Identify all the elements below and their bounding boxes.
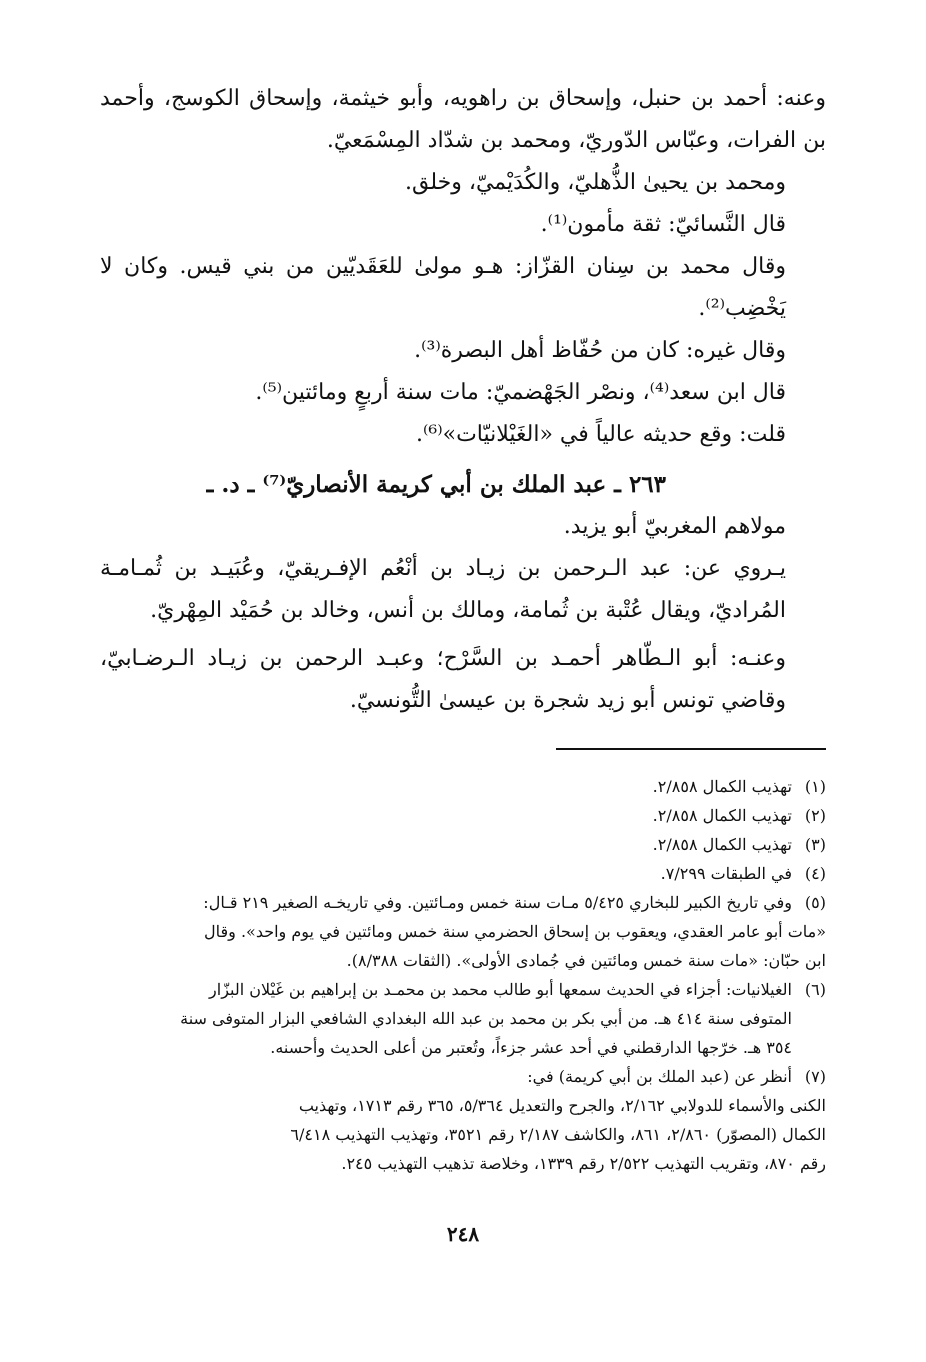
paragraph-qazzaz: وقال محمد بن سِنان القزّاز: هـو مولىٰ للعَقَديّين من بني قيس. وكان لا يَخْضِب⁽²⁾. bbox=[100, 254, 786, 321]
paragraph-qultu: قلت: وقع حديثه عالياً في «الغَيْلانيّات»⁽⁶⁾. bbox=[416, 422, 786, 447]
footnote-line: الكنى والأسماء للدولابي ٢/١٦٢، والجرح والتعديل ٥/٣٦٤، ٣٦٥ رقم ١٧١٣، وتهذيب bbox=[298, 1096, 826, 1115]
main-text bbox=[100, 78, 826, 722]
footnote-line: أنظر عن (عبد الملك بن أبي كريمة) في: bbox=[527, 1067, 792, 1086]
paragraph-ibn-saad: قال ابن سعد⁽⁴⁾، ونصْر الجَهْضميّ: مات سنة أربعٍ ومائتين⁽⁵⁾. bbox=[255, 380, 786, 405]
footnote-text bbox=[100, 830, 792, 859]
footnote-text bbox=[100, 772, 792, 801]
paragraph-mawlahum: مولاهم المغربيّ أبو يزيد. bbox=[563, 514, 786, 539]
footnote-line: وفي تاريخ الكبير للبخاري ٥/٤٢٥ مـات سنة خمس ومـائتين. وفي تاريخـه الصغير ٢١٩ قـال: bbox=[203, 893, 792, 912]
footnote-number: (٦) bbox=[804, 980, 826, 999]
entry-heading: ٢٦٣ ـ عبد الملك بن أبي كريمة الأنصاريّ⁽⁷⁾ ـ د. ـ bbox=[206, 471, 666, 498]
footnote-line: المتوفى سنة ٤١٤ هـ. من أبي بكر بن محمد بن عبد الله البغدادي الشافعي البزار المتوفى سنة bbox=[180, 1009, 792, 1028]
paragraph-yarwi: يـروي عن: عبد الـرحمن بن زيـاد بن أنْعُم الإفـريقيّ، وعُبَيـد بن ثُمـامـة المُراديّ، ويقال عُتْبة بن ثُمامة، ومالك بن أنس، وخالد بن حُمَيْد المِهْريّ. bbox=[100, 556, 786, 623]
footnote-number: (١) bbox=[804, 777, 826, 796]
footnote-text bbox=[100, 801, 792, 830]
footnote-3 bbox=[100, 830, 826, 859]
footnote-5 bbox=[100, 888, 826, 975]
paragraph-narrators-cont: ومحمد بن يحيىٰ الذُّهليّ، والكُدَيْميّ، وخلق. bbox=[405, 170, 786, 195]
footnote-line: الكمال (المصوّر) ٢/٨٦٠، ٨٦١، والكاشف ٢/١٨٧ رقم ٣٥٢١، وتهذيب التهذيب ٦/٤١٨ bbox=[290, 1125, 826, 1144]
footnote-line: تهذيب الكمال ٢/٨٥٨. bbox=[652, 835, 792, 854]
footnote-divider bbox=[556, 748, 826, 750]
paragraph-other: وقال غيره: كان من حُفّاظ أهل البصرة⁽³⁾. bbox=[414, 338, 786, 363]
footnote-number: (٣) bbox=[804, 835, 826, 854]
footnote-4 bbox=[100, 859, 826, 888]
footnote-line: الغيلانيات: أجزاء في الحديث سمعها أبو طالب محمد بن محمـد بن إبراهيم بن غَيْلان البزّار bbox=[209, 980, 792, 999]
footnote-line: تهذيب الكمال ٢/٨٥٨. bbox=[652, 777, 792, 796]
footnote-line: في الطبقات ٧/٢٩٩. bbox=[660, 864, 792, 883]
footnote-line: تهذيب الكمال ٢/٨٥٨. bbox=[652, 806, 792, 825]
paragraph-wanhu: وعنـه: أبو الـطّاهر أحمـد بن السَّرْح؛ وعبـد الرحمن بن زيـاد الـرضـابيّ، وقاضي تونس أبو زيد شجرة بن عيسىٰ التُّونسيّ. bbox=[100, 646, 786, 713]
footnote-2 bbox=[100, 801, 826, 830]
footnote-number: (٧) bbox=[804, 1067, 826, 1086]
footnote-text bbox=[100, 975, 792, 1062]
footnote-number: (٥) bbox=[804, 893, 826, 912]
paragraph-narrators-from: وعنه: أحمد بن حنبل، وإسحاق بن راهويه، وأبو خيثمة، وإسحاق الكوسج، وأحمد بن الفرات، وعبّاس الدّوريّ، ومحمد بن شدّاد المِسْمَعيّ. bbox=[100, 86, 826, 153]
footnote-line: رقم ٨٧٠، وتقريب التهذيب ٢/٥٢٢ رقم ١٣٣٩، وخلاصة تذهيب التهذيب ٢٤٥. bbox=[341, 1154, 826, 1173]
footnote-text bbox=[100, 888, 826, 975]
footnote-number: (٢) bbox=[804, 806, 826, 825]
footnotes bbox=[100, 772, 826, 1178]
footnote-line: ابن حبّان: «مات سنة خمس ومائتين في جُمادى الأولى». (الثقات ٨/٣٨٨). bbox=[346, 951, 826, 970]
paragraph-nasai: قال النَّسائيّ: ثقة مأمون⁽¹⁾. bbox=[540, 212, 786, 237]
footnote-number: (٤) bbox=[804, 864, 826, 883]
footnote-line: «مات أبو عامر العقدي، ويعقوب بن إسحاق الحضرمي سنة خمس ومائتين في يوم واحد». وقال bbox=[203, 922, 826, 941]
footnote-6 bbox=[100, 975, 826, 1062]
footnote-1 bbox=[100, 772, 826, 801]
footnote-7 bbox=[100, 1062, 826, 1178]
footnote-line: ٣٥٤ هـ. خرّجها الدارقطني في أحد عشر جزءاً، وتُعتبر من أعلى الحديث وأحسنه. bbox=[270, 1038, 792, 1057]
footnote-text bbox=[100, 859, 792, 888]
footnote-text bbox=[100, 1062, 826, 1178]
page-number: ٢٤٨ bbox=[446, 1222, 480, 1246]
